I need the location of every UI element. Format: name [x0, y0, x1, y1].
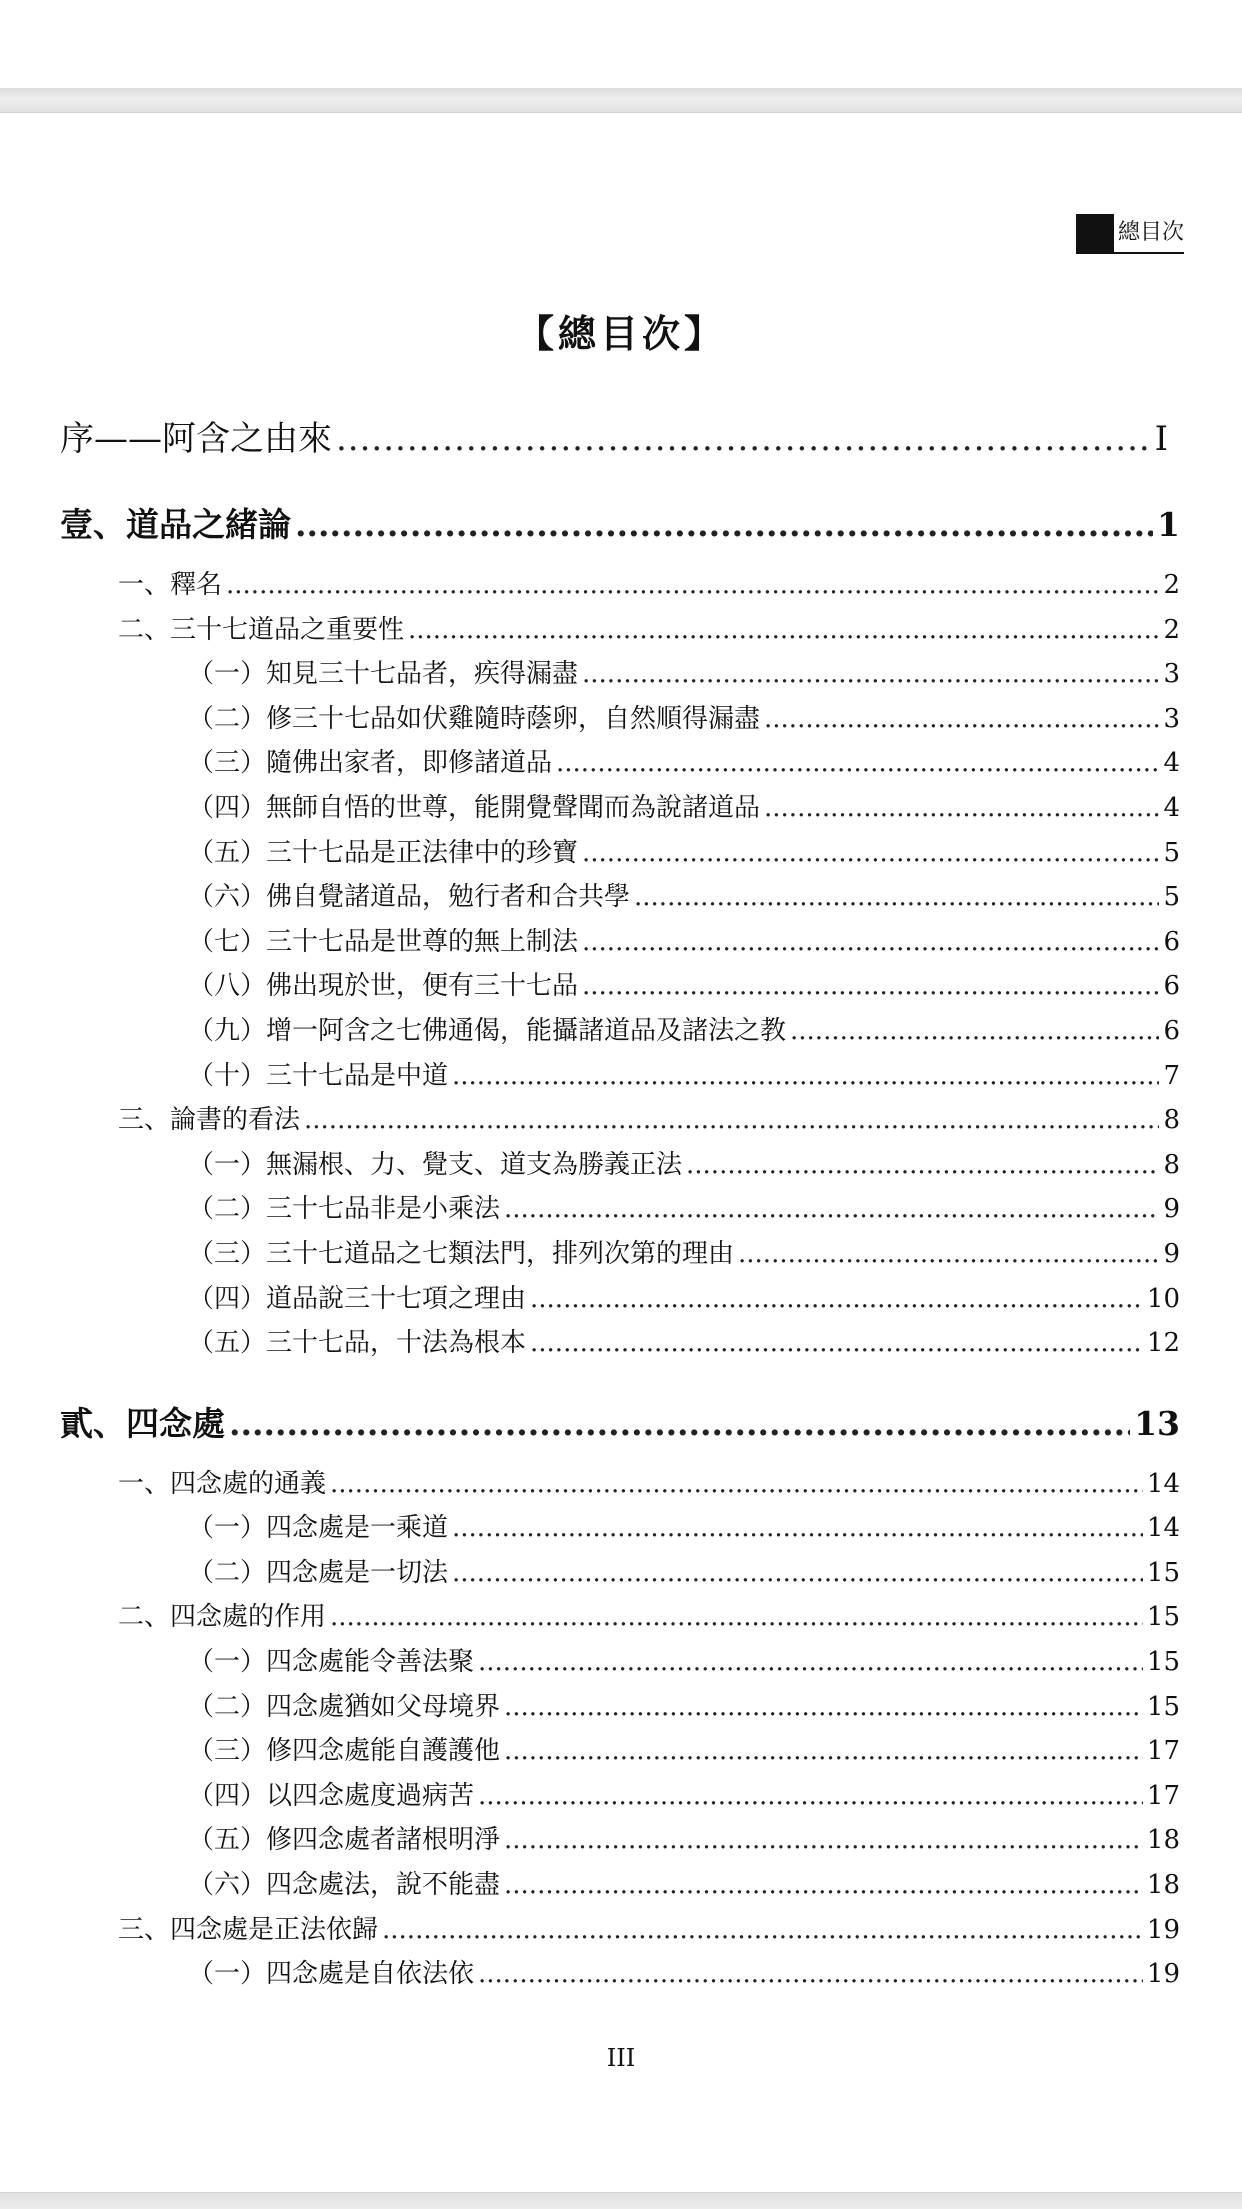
dot-leader [530, 1277, 1143, 1322]
toc-entry-label: （六）四念處法，說不能盡 [188, 1870, 501, 1901]
toc-entry-page: 4 [1163, 792, 1180, 823]
toc-subsection[interactable] [60, 1729, 1180, 1774]
toc-entry-page: 19 [1146, 1914, 1180, 1945]
header-label: 總目次 [1117, 220, 1184, 245]
toc-entry-page: 8 [1163, 1149, 1180, 1180]
toc-entry-page: 15 [1146, 1647, 1180, 1678]
toc-entry-page: 6 [1163, 971, 1180, 1002]
toc-subsection[interactable] [60, 1640, 1180, 1685]
toc-entry-label: （七）三十七品是世尊的無上制法 [188, 926, 579, 957]
toc-entry-page: 5 [1163, 837, 1180, 868]
toc-entry-page: 3 [1163, 659, 1180, 690]
toc-subsection[interactable] [60, 1774, 1180, 1819]
toc-entry-page: 6 [1163, 1015, 1180, 1046]
toc-entry-label: （二）修三十七品如伏雞隨時蔭卵，自然順得漏盡 [188, 703, 761, 734]
toc-subsection[interactable] [60, 964, 1180, 1009]
toc-subsection[interactable] [60, 697, 1180, 742]
toc-entry-label: 三、四念處是正法依歸 [118, 1914, 379, 1945]
toc-entry-page: 3 [1163, 703, 1180, 734]
toc-entry-label: （四）以四念處度過病苦 [188, 1780, 475, 1811]
toc-entry-page: 5 [1163, 882, 1180, 913]
toc-entry-label: （三）三十七道品之七類法門，排列次第的理由 [188, 1238, 735, 1269]
dot-leader [408, 608, 1159, 653]
toc-entry-label: （一）四念處能令善法聚 [188, 1647, 475, 1678]
toc-entry-label: （五）三十七品，十法為根本 [188, 1328, 527, 1359]
toc-entry-label: 三、論書的看法 [118, 1105, 301, 1136]
toc-chapter-label: 貳、四念處 [60, 1403, 225, 1443]
toc-entry-page: 6 [1163, 926, 1180, 957]
toc-subsection[interactable] [60, 1054, 1180, 1099]
toc-chapter-1[interactable] [60, 497, 1180, 553]
toc-subsection[interactable] [60, 875, 1180, 920]
dot-leader [764, 697, 1159, 742]
toc-section[interactable] [60, 1098, 1180, 1143]
dot-leader [336, 411, 1151, 467]
page-number: III [606, 2044, 636, 2072]
dot-leader [504, 1729, 1143, 1774]
toc-subsection[interactable] [60, 1232, 1180, 1277]
top-bar [0, 88, 1242, 113]
toc-entry-label: 一、四念處的通義 [118, 1468, 327, 1499]
page-title: 【總目次】 [515, 311, 726, 356]
toc-entry-preface[interactable] [60, 411, 1180, 467]
toc-entry-label: （五）三十七品是正法律中的珍寶 [188, 837, 579, 868]
toc-entry-page: 14 [1146, 1513, 1180, 1544]
dot-leader [295, 497, 1153, 553]
dot-leader [478, 1952, 1143, 1997]
toc-subsection[interactable] [60, 1685, 1180, 1730]
toc-chapter-page: 1 [1157, 505, 1180, 544]
dot-leader [504, 1685, 1143, 1730]
toc-entry-label: （三）修四念處能自護護他 [188, 1736, 501, 1767]
header-black-block [1076, 214, 1114, 252]
toc-subsection[interactable] [60, 1952, 1180, 1997]
toc-chapter-page: 13 [1134, 1403, 1180, 1443]
toc-entry-label: （九）增一阿含之七佛通偈，能攝諸道品及諸法之教 [188, 1015, 787, 1046]
toc-subsection[interactable] [60, 1506, 1180, 1551]
toc-subsection[interactable] [60, 1009, 1180, 1054]
toc-subsection[interactable] [60, 741, 1180, 786]
toc-section[interactable] [60, 1908, 1180, 1953]
toc-entry-label: （二）四念處猶如父母境界 [188, 1691, 501, 1722]
dot-leader [382, 1908, 1143, 1953]
toc-entry-page: 10 [1146, 1283, 1180, 1314]
toc-section[interactable] [60, 1595, 1180, 1640]
toc-subsection[interactable] [60, 1818, 1180, 1863]
toc-entry-page: 15 [1146, 1691, 1180, 1722]
toc-subsection[interactable] [60, 1863, 1180, 1908]
toc-entry-page: 15 [1146, 1602, 1180, 1633]
toc-subsection[interactable] [60, 920, 1180, 965]
toc-subsection[interactable] [60, 1143, 1180, 1188]
toc-subsection[interactable] [60, 831, 1180, 876]
toc-chapter-2[interactable] [60, 1396, 1180, 1452]
dot-leader [330, 1595, 1143, 1640]
dot-leader [504, 1187, 1159, 1232]
toc-section[interactable] [60, 563, 1180, 608]
toc-entry-label: （一）無漏根、力、覺支、道支為勝義正法 [188, 1149, 683, 1180]
dot-leader [582, 831, 1159, 876]
toc-entry-page: 8 [1163, 1105, 1180, 1136]
dot-leader [330, 1462, 1143, 1507]
dot-leader [738, 1232, 1159, 1277]
toc-subsection[interactable] [60, 786, 1180, 831]
toc-entry-page: 19 [1146, 1959, 1180, 1990]
toc-entry-page: 7 [1163, 1060, 1180, 1091]
dot-leader [229, 1396, 1130, 1452]
toc-entry-page: 17 [1146, 1736, 1180, 1767]
toc-section[interactable] [60, 1462, 1180, 1507]
dot-leader [764, 786, 1159, 831]
dot-leader [478, 1774, 1143, 1819]
toc-entry-page: 12 [1146, 1328, 1180, 1359]
toc-entry-label: 二、三十七道品之重要性 [118, 614, 405, 645]
toc-section[interactable] [60, 608, 1180, 653]
toc-chapter-label: 壹、道品之緒論 [60, 505, 291, 544]
toc-entry-page: 18 [1146, 1825, 1180, 1856]
toc-entry-label: （一）四念處是自依法依 [188, 1959, 475, 1990]
dot-leader [530, 1321, 1143, 1366]
toc-entry-page: 17 [1146, 1780, 1180, 1811]
toc-entry-page: 15 [1146, 1557, 1180, 1588]
dot-leader [452, 1551, 1143, 1596]
dot-leader [452, 1506, 1143, 1551]
toc-entry-label: （四）道品說三十七項之理由 [188, 1283, 527, 1314]
toc-subsection[interactable] [60, 1321, 1180, 1366]
toc-entry-label: （一）四念處是一乘道 [188, 1513, 449, 1544]
toc-entry-label: （二）四念處是一切法 [188, 1557, 449, 1588]
dot-leader [582, 920, 1159, 965]
toc-entry-page: 14 [1146, 1468, 1180, 1499]
toc-entry-label: （十）三十七品是中道 [188, 1060, 449, 1091]
dot-leader [556, 741, 1159, 786]
toc-entry-label: 序——阿含之由來 [60, 419, 332, 459]
toc-entry-page: 18 [1146, 1870, 1180, 1901]
toc-entry-label: （四）無師自悟的世尊，能開覺聲聞而為說諸道品 [188, 792, 761, 823]
toc-entry-page: 9 [1163, 1194, 1180, 1225]
toc-entry-label: （三）隨佛出家者，即修諸道品 [188, 748, 553, 779]
toc-entry-page: I [1154, 419, 1168, 459]
dot-leader [504, 1863, 1143, 1908]
dot-leader [634, 875, 1159, 920]
dot-leader [478, 1640, 1143, 1685]
toc-subsection[interactable] [60, 1551, 1180, 1596]
dot-leader [790, 1009, 1159, 1054]
toc-subsection[interactable] [60, 1187, 1180, 1232]
dot-leader [304, 1098, 1159, 1143]
toc-entry-label: （八）佛出現於世，便有三十七品 [188, 971, 579, 1002]
toc-entry-label: （二）三十七品非是小乘法 [188, 1194, 501, 1225]
toc-entry-label: （六）佛自覺諸道品，勉行者和合共學 [188, 882, 631, 913]
table-of-contents [60, 395, 1180, 1997]
dot-leader [582, 964, 1159, 1009]
toc-entry-label: 一、釋名 [118, 570, 223, 600]
dot-leader [582, 652, 1159, 697]
toc-entry-page: 9 [1163, 1238, 1180, 1269]
toc-entry-page: 2 [1163, 570, 1180, 600]
dot-leader [226, 563, 1159, 608]
dot-leader [686, 1143, 1159, 1188]
toc-subsection[interactable] [60, 1277, 1180, 1322]
running-header [1076, 214, 1184, 254]
dot-leader [452, 1054, 1159, 1099]
bottom-bar [0, 2192, 1242, 2209]
toc-entry-label: （一）知見三十七品者，疾得漏盡 [188, 659, 579, 690]
toc-entry-label: 二、四念處的作用 [118, 1602, 327, 1633]
toc-entry-page: 4 [1163, 748, 1180, 779]
dot-leader [504, 1818, 1143, 1863]
toc-subsection[interactable] [60, 652, 1180, 697]
toc-entry-page: 2 [1163, 614, 1180, 645]
toc-entry-label: （五）修四念處者諸根明淨 [188, 1825, 501, 1856]
